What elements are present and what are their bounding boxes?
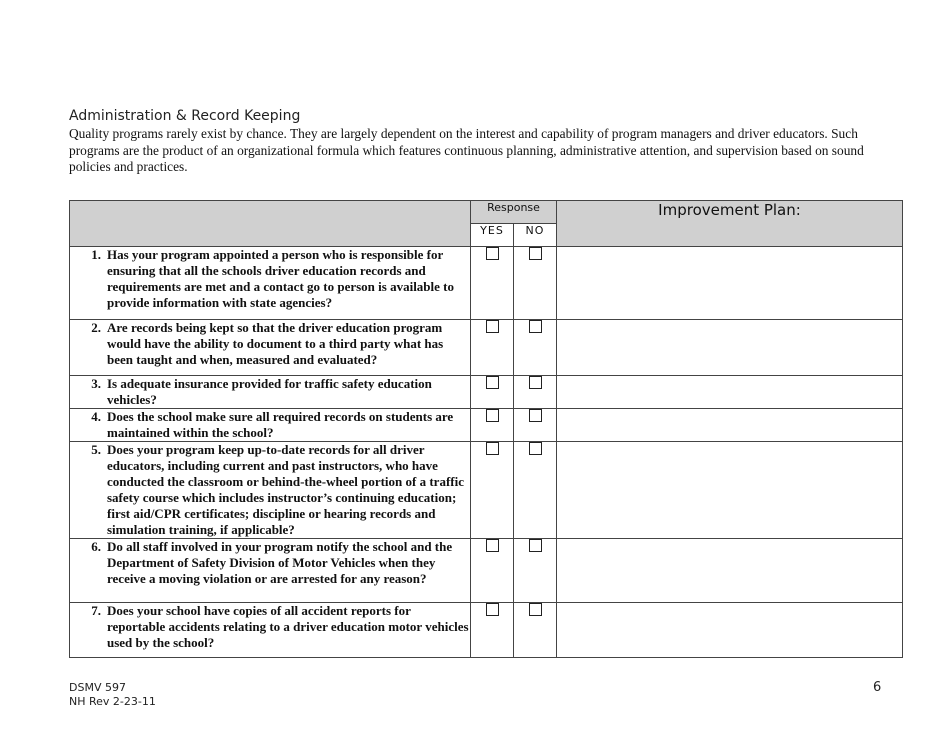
question-text: Do all staff involved in your program notify the school and the Department of Safety Division of Motor Vehicles when they receive a moving violation or are arrested for any reason? <box>107 539 453 586</box>
question-text: Does your school have copies of all accident reports for reportable accidents relating to a driver education motor vehicles used by the school? <box>107 603 469 650</box>
table-row <box>70 539 903 603</box>
question-cell <box>70 247 471 320</box>
section-title: Administration & Record Keeping <box>69 108 301 124</box>
question-text: Has your program appointed a person who is responsible for ensuring that all the schools driver education records and requirements are met and a contact go to person is available to provide information with state agencies? <box>107 247 454 310</box>
table-row <box>70 247 903 320</box>
yes-checkbox[interactable] <box>486 376 499 389</box>
question-number: 4. <box>91 409 101 424</box>
section-intro: Quality programs rarely exist by chance. They are largely dependent on the interest and capability of program managers and driver educators. Such programs are the product of an organizational formula which features continuous planning, administrative attention, and supervision based on sound policies and practices. <box>69 126 864 174</box>
yes-checkbox[interactable] <box>486 320 499 333</box>
question-number: 2. <box>91 320 101 335</box>
question-text: Does your program keep up-to-date records for all driver educators, including current and past instructors, who have conducted the classroom or behind-the-wheel portion of a traffic safety course which includes instructor’s continuing education; first aid/CPR certificates; discipline or hearing records and simulation training, if applicable? <box>107 442 464 537</box>
form-id: DSMV 597 <box>69 681 126 694</box>
yes-checkbox[interactable] <box>486 409 499 422</box>
revision-date: NH Rev 2-23-11 <box>69 695 156 708</box>
no-checkbox[interactable] <box>529 376 542 389</box>
question-number: 5. <box>91 442 101 457</box>
improvement-plan-cell[interactable] <box>557 442 903 539</box>
checklist-table <box>69 200 903 658</box>
question-header <box>70 201 471 247</box>
table-row <box>70 603 903 658</box>
improvement-plan-cell[interactable] <box>557 320 903 376</box>
table-row <box>70 442 903 539</box>
table-row <box>70 320 903 376</box>
improvement-plan-cell[interactable] <box>557 409 903 442</box>
question-cell <box>70 442 471 539</box>
question-number: 3. <box>91 376 101 391</box>
no-checkbox[interactable] <box>529 539 542 552</box>
improvement-plan-cell[interactable] <box>557 603 903 658</box>
no-checkbox[interactable] <box>529 603 542 616</box>
question-number: 6. <box>91 539 101 554</box>
question-cell <box>70 376 471 409</box>
no-header: NO <box>514 224 557 247</box>
question-text: Does the school make sure all required records on students are maintained within the school? <box>107 409 454 440</box>
improvement-plan-cell[interactable] <box>557 539 903 603</box>
yes-header: YES <box>471 224 514 247</box>
table-row <box>70 409 903 442</box>
yes-checkbox[interactable] <box>486 539 499 552</box>
improvement-plan-header: Improvement Plan: <box>557 201 903 247</box>
table-row <box>70 376 903 409</box>
yes-checkbox[interactable] <box>486 442 499 455</box>
footer-form-info <box>69 681 156 709</box>
question-number: 7. <box>91 603 101 618</box>
question-text: Are records being kept so that the driver education program would have the ability to document to a third party what has been taught and when, measured and evaluated? <box>107 320 444 367</box>
no-checkbox[interactable] <box>529 320 542 333</box>
question-cell <box>70 539 471 603</box>
no-checkbox[interactable] <box>529 247 542 260</box>
page-number: 6 <box>873 680 882 695</box>
question-cell <box>70 603 471 658</box>
yes-checkbox[interactable] <box>486 603 499 616</box>
improvement-plan-cell[interactable] <box>557 376 903 409</box>
response-header: Response <box>471 201 557 224</box>
yes-checkbox[interactable] <box>486 247 499 260</box>
improvement-plan-cell[interactable] <box>557 247 903 320</box>
question-text: Is adequate insurance provided for traffic safety education vehicles? <box>107 376 432 407</box>
no-checkbox[interactable] <box>529 442 542 455</box>
question-cell <box>70 409 471 442</box>
question-cell <box>70 320 471 376</box>
no-checkbox[interactable] <box>529 409 542 422</box>
question-number: 1. <box>91 247 101 262</box>
